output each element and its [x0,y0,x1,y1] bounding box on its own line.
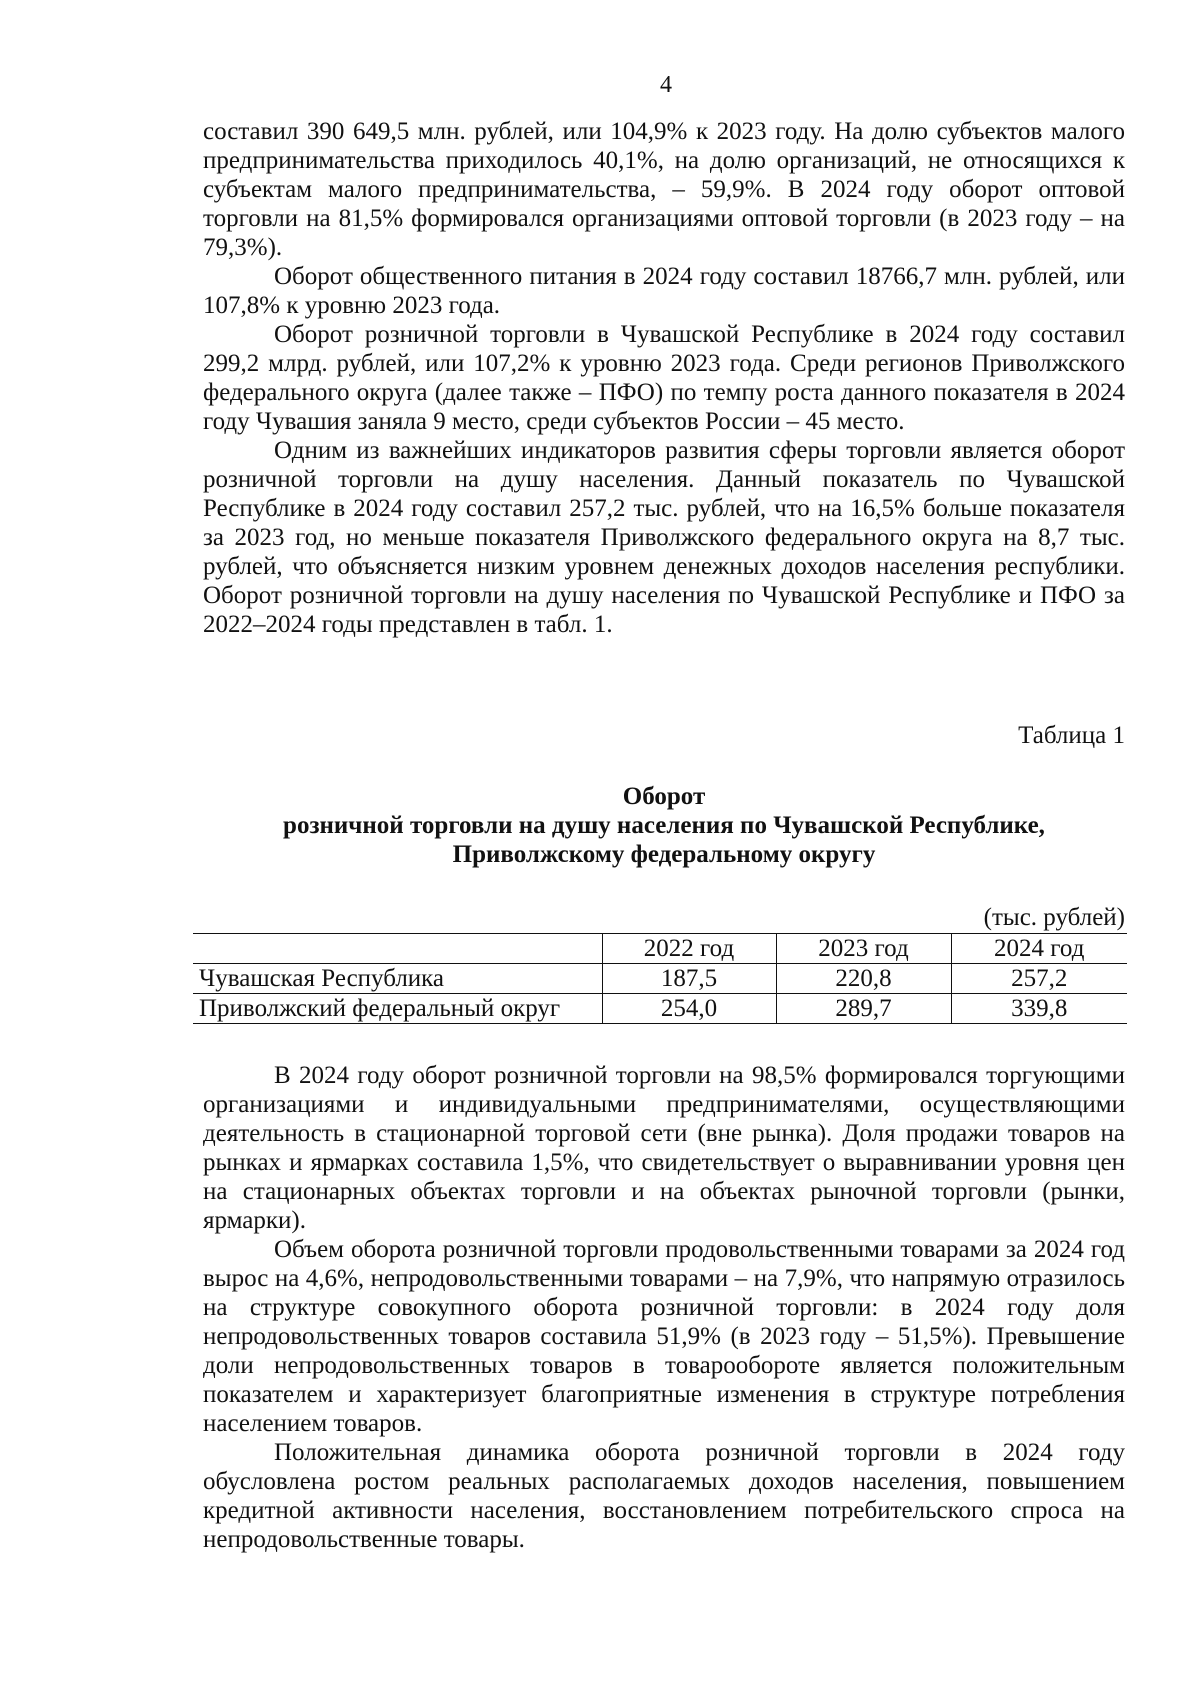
paragraph: В 2024 году оборот розничной торговли на 98,5% формировался торгующими организациями и индивидуальными предпринимателями, осуществляющими деятельность в стационарной торговой сети (вне рынка). Доля продажи товаров на рынках и ярмарках составила 1,5%, что свидетельствует о выравнивании уровня цен на стационарных объектах торговли и на объектах рыночной торговли (рынки, ярмарки). [203,1062,1125,1234]
row-label: Приволжский федеральный округ [193,994,602,1024]
table-cell: 257,2 [951,964,1127,994]
table-row [193,964,1127,994]
table-title-line: Приволжскому федеральному округу [452,841,876,868]
column-header: 2023 год [776,934,951,964]
data-table [193,933,1127,1024]
column-header: 2022 год [602,934,776,964]
table-label: Таблица 1 [1018,722,1125,749]
table-cell: 289,7 [776,994,951,1024]
paragraph: Оборот розничной торговли в Чувашской Республике в 2024 году составил 299,2 млрд. рублей, или 107,2% к уровню 2023 года. Среди регионов Приволжского федерального округа (далее также – ПФО) по темпу роста данного показателя в 2024 году Чувашия заняла 9 место, среди субъектов России – 45 место. [203,321,1125,435]
paragraph: Оборот общественного питания в 2024 году составил 18766,7 млн. рублей, или 107,8% к уровню 2023 года. [203,263,1125,319]
paragraph: Объем оборота розничной торговли продовольственными товарами за 2024 год вырос на 4,6%, непродовольственными товарами – на 7,9%, что напрямую отразилось на структуре совокупного оборота розничной торговли: в 2024 году доля непродовольственных товаров составила 51,9% (в 2023 году – 51,5%). Превышение доли непродовольственных товаров в товарообороте является положительным показателем и характеризует благоприятные изменения в структуре потребления населением товаров. [203,1236,1125,1437]
table-cell: 339,8 [951,994,1127,1024]
paragraph: составил 390 649,5 млн. рублей, или 104,9% к 2023 году. На долю субъектов малого предпринимательства приходилось 40,1%, на долю организаций, не относящихся к субъектам малого предпринимательства, – 59,9%. В 2024 году оборот оптовой торговли на 81,5% формировался организациями оптовой торговли (в 2023 году – на 79,3%). [203,118,1125,261]
column-header: 2024 год [951,934,1127,964]
paragraph: Одним из важнейших индикаторов развития сферы торговли является оборот розничной торговли на душу населения. Данный показатель по Чувашской Республике в 2024 году составил 257,2 тыс. рублей, что на 16,5% больше показателя за 2023 год, но меньше показателя Приволжского федерального округа на 8,7 тыс. рублей, что объясняется низким уровнем денежных доходов населения республики. Оборот розничной торговли на душу населения по Чувашской Республике и ПФО за 2022–2024 годы представлен в табл. 1. [203,437,1125,638]
table-cell: 187,5 [602,964,776,994]
table-units: (тыс. рублей) [983,904,1125,931]
table-title [203,782,1125,869]
text-section-bottom [203,1061,1125,1554]
table-row [193,994,1127,1024]
table-cell: 220,8 [776,964,951,994]
paragraph: Положительная динамика оборота розничной торговли в 2024 году обусловлена ростом реальных располагаемых доходов населения, повышением кредитной активности населения, восстановлением потребительского спроса на непродовольственные товары. [203,1439,1125,1553]
table-cell: 254,0 [602,994,776,1024]
table-title-line: розничной торговли на душу населения по Чувашской Республике, [283,812,1045,839]
page-number: 4 [660,72,672,98]
table-title-line: Оборот [622,783,706,810]
row-label: Чувашская Республика [193,964,602,994]
text-section-top [203,117,1125,639]
table-header-row [193,934,1127,964]
table-corner-cell [193,934,602,964]
